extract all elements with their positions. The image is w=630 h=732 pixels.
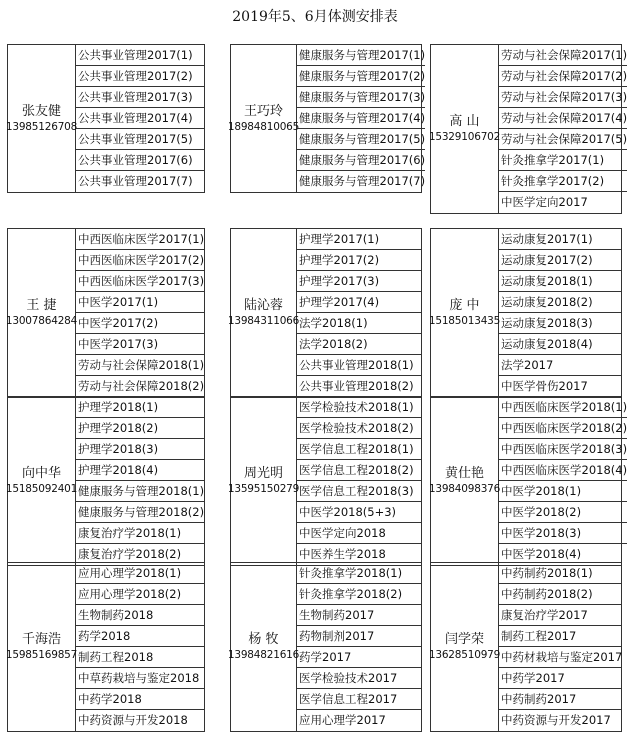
class-list	[297, 563, 421, 731]
teacher-name: 庞 中	[449, 298, 480, 313]
class-cell: 中医学2017(1)	[76, 292, 204, 313]
class-cell: 中西医临床医学2018(3)	[499, 439, 627, 460]
teacher-phone: 15185013435	[428, 315, 501, 327]
teacher-phone: 13007864284	[5, 315, 78, 327]
teacher-info	[227, 45, 300, 192]
class-cell: 健康服务与管理2017(2)	[297, 66, 425, 87]
class-cell: 法学2017	[499, 355, 621, 376]
class-cell: 康复治疗学2018(1)	[76, 523, 204, 544]
class-cell: 中医学2017(3)	[76, 334, 204, 355]
class-cell: 公共事业管理2017(7)	[78, 174, 193, 188]
teacher-name: 王 捷	[26, 298, 57, 313]
class-cell: 法学2018(2)	[297, 334, 421, 355]
teacher-info	[428, 229, 501, 397]
teacher-block	[428, 44, 628, 214]
class-cell: 医学检验技术2018(2)	[297, 418, 421, 439]
class-cell: 药物制剂2017	[297, 626, 421, 647]
teacher-info	[227, 229, 300, 397]
teacher-name: 杨 牧	[248, 632, 279, 647]
teacher-block	[227, 396, 422, 566]
class-cell: 中药学2018	[76, 689, 204, 710]
class-cell: 健康服务与管理2017(3)	[297, 87, 425, 108]
class-cell: 运动康复2018(1)	[499, 271, 621, 292]
class-cell: 中西医临床医学2017(3)	[76, 271, 204, 292]
class-list	[76, 563, 204, 731]
class-cell: 公共事业管理2018(2)	[299, 379, 414, 393]
teacher-block	[227, 562, 422, 732]
teacher-info	[428, 563, 501, 731]
class-cell: 运动康复2018(3)	[499, 313, 621, 334]
class-cell: 中药学2017	[499, 668, 622, 689]
class-cell: 公共事业管理2017(2)	[76, 66, 204, 87]
teacher-name: 王巧玲	[243, 103, 283, 119]
teacher-name: 闫学荣	[444, 632, 484, 647]
class-cell: 劳动与社会保障2017(1)	[499, 45, 627, 66]
teacher-block	[430, 562, 622, 732]
class-cell: 公共事业管理2017(3)	[76, 87, 204, 108]
class-cell: 劳动与社会保障2017(5)	[499, 129, 627, 150]
teacher-phone: 13985126708	[5, 120, 78, 133]
teacher-info	[5, 563, 78, 731]
class-cell: 公共事业管理2017(5)	[76, 129, 204, 150]
class-cell: 中药制药2018(1)	[499, 563, 622, 584]
class-list	[297, 45, 425, 192]
class-cell: 健康服务与管理2017(5)	[297, 129, 425, 150]
class-cell: 针灸推拿学2018(1)	[297, 563, 421, 584]
class-cell: 中医学定向2018	[297, 523, 421, 544]
class-cell: 药学2017	[297, 647, 421, 668]
class-cell: 法学2018(1)	[297, 313, 421, 334]
teacher-info	[227, 397, 300, 565]
teacher-name: 千海浩	[21, 632, 61, 647]
class-cell: 运动康复2017(2)	[499, 250, 621, 271]
class-cell: 医学信息工程2018(1)	[297, 439, 421, 460]
teacher-block	[227, 44, 426, 193]
class-cell: 健康服务与管理2017(1)	[297, 45, 425, 66]
class-cell: 中医学2018(3)	[499, 523, 627, 544]
class-cell: 健康服务与管理2017(4)	[297, 108, 425, 129]
teacher-phone: 13628510979	[428, 649, 501, 661]
class-cell: 医学信息工程2017	[297, 689, 421, 710]
teacher-block	[7, 44, 205, 193]
class-cell: 康复治疗学2017	[499, 605, 622, 626]
class-cell: 中医学2018(5+3)	[297, 502, 421, 523]
teacher-info	[5, 45, 78, 192]
class-cell: 生物制药2018	[76, 605, 204, 626]
class-cell: 劳动与社会保障2017(3)	[499, 87, 627, 108]
class-cell: 公共事业管理2017(6)	[76, 150, 204, 171]
class-cell: 健康服务与管理2018(2)	[76, 502, 204, 523]
class-list	[499, 229, 621, 397]
class-cell: 中医学定向2017	[501, 195, 588, 209]
teacher-phone: 13984311066	[227, 315, 300, 327]
class-cell: 应用心理学2017	[299, 713, 386, 727]
class-list	[499, 397, 627, 565]
teacher-name: 黄仕艳	[444, 466, 484, 481]
teacher-info	[227, 563, 300, 731]
class-cell: 中医学骨伤2017	[501, 379, 588, 393]
teacher-info	[428, 397, 501, 565]
class-cell: 中药材栽培与鉴定2017	[499, 647, 622, 668]
class-cell: 中药制药2018(2)	[499, 584, 622, 605]
class-list	[297, 397, 421, 565]
class-cell: 劳动与社会保障2018(2)	[78, 379, 205, 393]
class-cell: 中药制药2017	[499, 689, 622, 710]
teacher-phone: 15985169857	[5, 649, 78, 661]
teacher-name: 陆沁蓉	[243, 298, 283, 313]
class-cell: 健康服务与管理2018(1)	[76, 481, 204, 502]
teacher-name: 张友健	[21, 103, 61, 119]
class-cell: 中药资源与开发2018	[78, 713, 188, 727]
teacher-phone: 13595150279	[227, 483, 300, 495]
class-cell: 医学检验技术2017	[297, 668, 421, 689]
class-cell: 生物制药2017	[297, 605, 421, 626]
class-cell: 中草药栽培与鉴定2018	[76, 668, 204, 689]
class-cell: 护理学2018(4)	[76, 460, 204, 481]
class-cell: 中西医临床医学2018(1)	[499, 397, 627, 418]
class-cell: 针灸推拿学2017(1)	[499, 150, 627, 171]
class-list	[76, 229, 204, 397]
page-title: 2019年5、6月体测安排表	[232, 9, 398, 25]
class-cell: 应用心理学2018(2)	[76, 584, 204, 605]
class-cell: 医学检验技术2018(1)	[297, 397, 421, 418]
class-cell: 中药资源与开发2017	[501, 713, 611, 727]
class-cell: 护理学2017(1)	[297, 229, 421, 250]
class-cell: 中西医临床医学2017(1)	[76, 229, 204, 250]
teacher-phone: 15329106702	[428, 131, 501, 143]
teacher-phone: 13984821616	[227, 649, 300, 661]
class-cell: 针灸推拿学2018(2)	[297, 584, 421, 605]
teacher-block	[430, 228, 622, 398]
class-cell: 运动康复2018(4)	[499, 334, 621, 355]
class-cell: 劳动与社会保障2018(1)	[76, 355, 204, 376]
teacher-block	[7, 396, 205, 566]
class-cell: 药学2018	[76, 626, 204, 647]
teacher-phone: 15185092401	[5, 483, 78, 495]
class-cell: 护理学2017(3)	[297, 271, 421, 292]
class-list	[76, 45, 204, 192]
class-list	[297, 229, 421, 397]
class-cell: 护理学2017(2)	[297, 250, 421, 271]
class-cell: 运动康复2017(1)	[499, 229, 621, 250]
teacher-block	[7, 228, 205, 398]
class-cell: 护理学2018(2)	[76, 418, 204, 439]
class-cell: 中医学2017(2)	[76, 313, 204, 334]
class-cell: 中医学2018(2)	[499, 502, 627, 523]
teacher-name: 周光明	[243, 466, 283, 481]
teacher-phone: 13984098376	[428, 483, 501, 495]
class-cell: 医学信息工程2018(3)	[297, 481, 421, 502]
class-cell: 制药工程2018	[76, 647, 204, 668]
class-cell: 护理学2018(1)	[76, 397, 204, 418]
class-cell: 医学信息工程2018(2)	[297, 460, 421, 481]
class-cell: 康复治疗学2018(2)	[78, 547, 182, 561]
class-cell: 中西医临床医学2018(2)	[499, 418, 627, 439]
teacher-name: 向中华	[21, 466, 61, 481]
class-cell: 劳动与社会保障2017(2)	[499, 66, 627, 87]
teacher-block	[428, 396, 628, 566]
teacher-info	[428, 45, 501, 213]
class-cell: 公共事业管理2017(1)	[76, 45, 204, 66]
class-cell: 劳动与社会保障2017(4)	[499, 108, 627, 129]
class-cell: 护理学2018(3)	[76, 439, 204, 460]
teacher-info	[5, 229, 78, 397]
class-cell: 中医学2018(4)	[501, 547, 582, 561]
class-cell: 中西医临床医学2017(2)	[76, 250, 204, 271]
class-cell: 中医养生学2018	[299, 547, 386, 561]
class-cell: 应用心理学2018(1)	[76, 563, 204, 584]
class-cell: 制药工程2017	[499, 626, 622, 647]
teacher-block	[227, 228, 422, 398]
class-list	[76, 397, 204, 565]
class-cell: 健康服务与管理2017(6)	[297, 150, 425, 171]
class-cell: 中西医临床医学2018(4)	[499, 460, 627, 481]
class-list	[499, 563, 622, 731]
teacher-block	[7, 562, 205, 732]
class-cell: 健康服务与管理2017(7)	[299, 174, 426, 188]
class-cell: 运动康复2018(2)	[499, 292, 621, 313]
class-cell: 护理学2017(4)	[297, 292, 421, 313]
class-cell: 中医学2018(1)	[499, 481, 627, 502]
teacher-name: 高 山	[449, 114, 480, 129]
class-cell: 针灸推拿学2017(2)	[499, 171, 627, 192]
teacher-phone: 18984810065	[227, 120, 300, 133]
class-list	[499, 45, 627, 213]
teacher-info	[5, 397, 78, 565]
class-cell: 公共事业管理2017(4)	[76, 108, 204, 129]
class-cell: 公共事业管理2018(1)	[297, 355, 421, 376]
